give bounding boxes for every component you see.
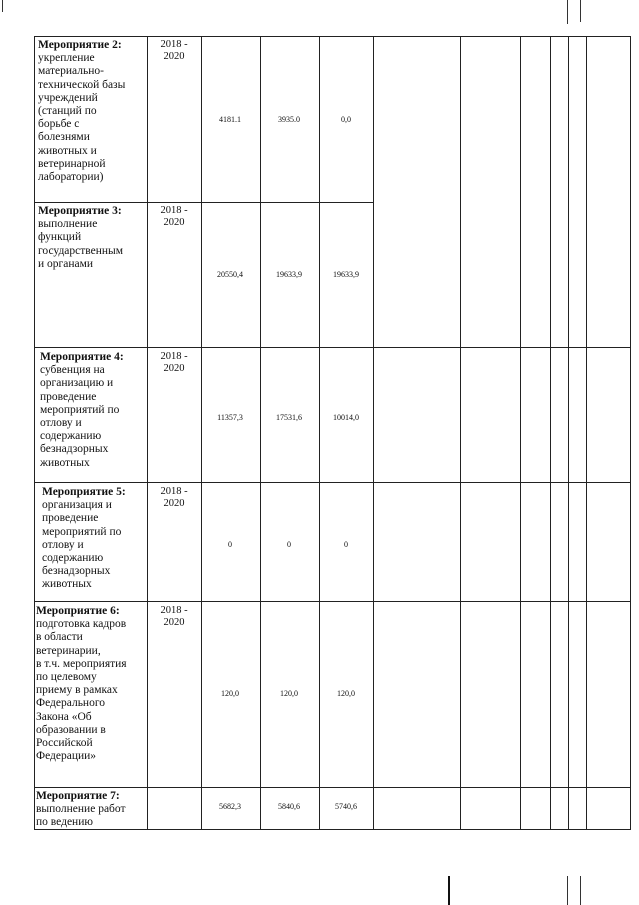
row-divider-3-4: [34, 347, 631, 348]
row-4-desc: субвенция на организацию и проведение мероприятий по отлову и содержанию безнадзорных животных: [40, 364, 120, 469]
row-7-name: [36, 790, 126, 830]
row-5-name: [42, 486, 126, 592]
col-divider-8: [568, 36, 569, 830]
row-7-value-1: 5682,3: [219, 802, 241, 811]
row-5-title: Мероприятие 5:: [42, 486, 126, 498]
table-border-right: [630, 36, 631, 830]
row-6-title: Мероприятие 6:: [36, 605, 120, 617]
row-3-value-3: 19633,9: [333, 270, 359, 279]
row-3-value-1: 20550,4: [217, 270, 243, 279]
row-7-title: Мероприятие 7:: [36, 790, 120, 802]
row-4-value-1: 11357,3: [217, 413, 243, 422]
row-divider-6-7: [34, 787, 631, 788]
row-5-value-1: 0: [228, 540, 232, 549]
col-divider-v1: [201, 36, 202, 830]
row-5-value-2: 0: [287, 540, 291, 549]
col-divider-period: [147, 36, 148, 830]
col-divider-4: [373, 36, 374, 830]
row-divider-5-6: [34, 601, 631, 602]
table-border-left: [34, 36, 35, 830]
scan-edge-mark-right-top-2: [580, 0, 581, 22]
row-6-value-1: 120,0: [221, 689, 239, 698]
row-5-period: 2018 - 2020: [160, 486, 188, 509]
row-3-period: 2018 - 2020: [160, 205, 188, 228]
row-divider-4-5: [34, 482, 631, 483]
row-2-name: [38, 39, 125, 184]
col-divider-v2: [260, 36, 261, 830]
row-divider-2-3: [34, 202, 374, 203]
row-5-desc: организация и проведение мероприятий по отлову и содержанию безнадзорных животных: [42, 499, 122, 591]
row-4-period: 2018 - 2020: [160, 351, 188, 374]
row-6-name: [36, 605, 127, 763]
row-2-value-3: 0,0: [341, 115, 351, 124]
row-6-period: 2018 - 2020: [160, 605, 188, 628]
row-2-value-2: 3935.0: [278, 115, 300, 124]
scan-edge-mark-bottom-right: [567, 876, 568, 905]
col-divider-7: [550, 36, 551, 830]
col-divider-9: [586, 36, 587, 830]
scan-edge-mark-bottom-right-2: [580, 876, 581, 905]
row-4-value-2: 17531,6: [276, 413, 302, 422]
row-2-desc: укрепление материально- технической базы учреждений (станций по борьбе с болезнями животных и ветеринарной лаборатории): [38, 52, 126, 184]
col-divider-5: [460, 36, 461, 830]
row-2-title: Мероприятие 2:: [38, 39, 122, 51]
row-3-value-2: 19633,9: [276, 270, 302, 279]
row-6-value-2: 120,0: [280, 689, 298, 698]
scan-edge-mark-bottom-left: [448, 876, 450, 905]
row-7-value-3: 5740,6: [335, 802, 357, 811]
row-5-value-3: 0: [344, 540, 348, 549]
row-2-value-1: 4181.1: [219, 115, 241, 124]
row-6-desc: подготовка кадров в области ветеринарии, в т.ч. мероприятия по целевому приему в рамках Федерального Закона «Об образовании в Российской Федерации»: [36, 618, 127, 763]
scan-edge-mark-right-top: [567, 0, 568, 24]
row-7-value-2: 5840,6: [278, 802, 300, 811]
col-divider-6: [520, 36, 521, 830]
row-4-name: [40, 351, 124, 470]
row-3-desc: выполнение функций государственным и органами: [38, 218, 124, 270]
row-4-value-3: 10014,0: [333, 413, 359, 422]
row-6-value-3: 120,0: [337, 689, 355, 698]
row-4-title: Мероприятие 4:: [40, 351, 124, 363]
row-2-period: 2018 - 2020: [160, 39, 188, 62]
row-7-desc: выполнение работ по ведению: [36, 803, 126, 829]
row-3-title: Мероприятие 3:: [38, 205, 122, 217]
scan-edge-mark-left: [2, 0, 3, 12]
row-3-name: [38, 205, 123, 271]
table-border-top: [34, 36, 631, 37]
col-divider-v3: [319, 36, 320, 830]
